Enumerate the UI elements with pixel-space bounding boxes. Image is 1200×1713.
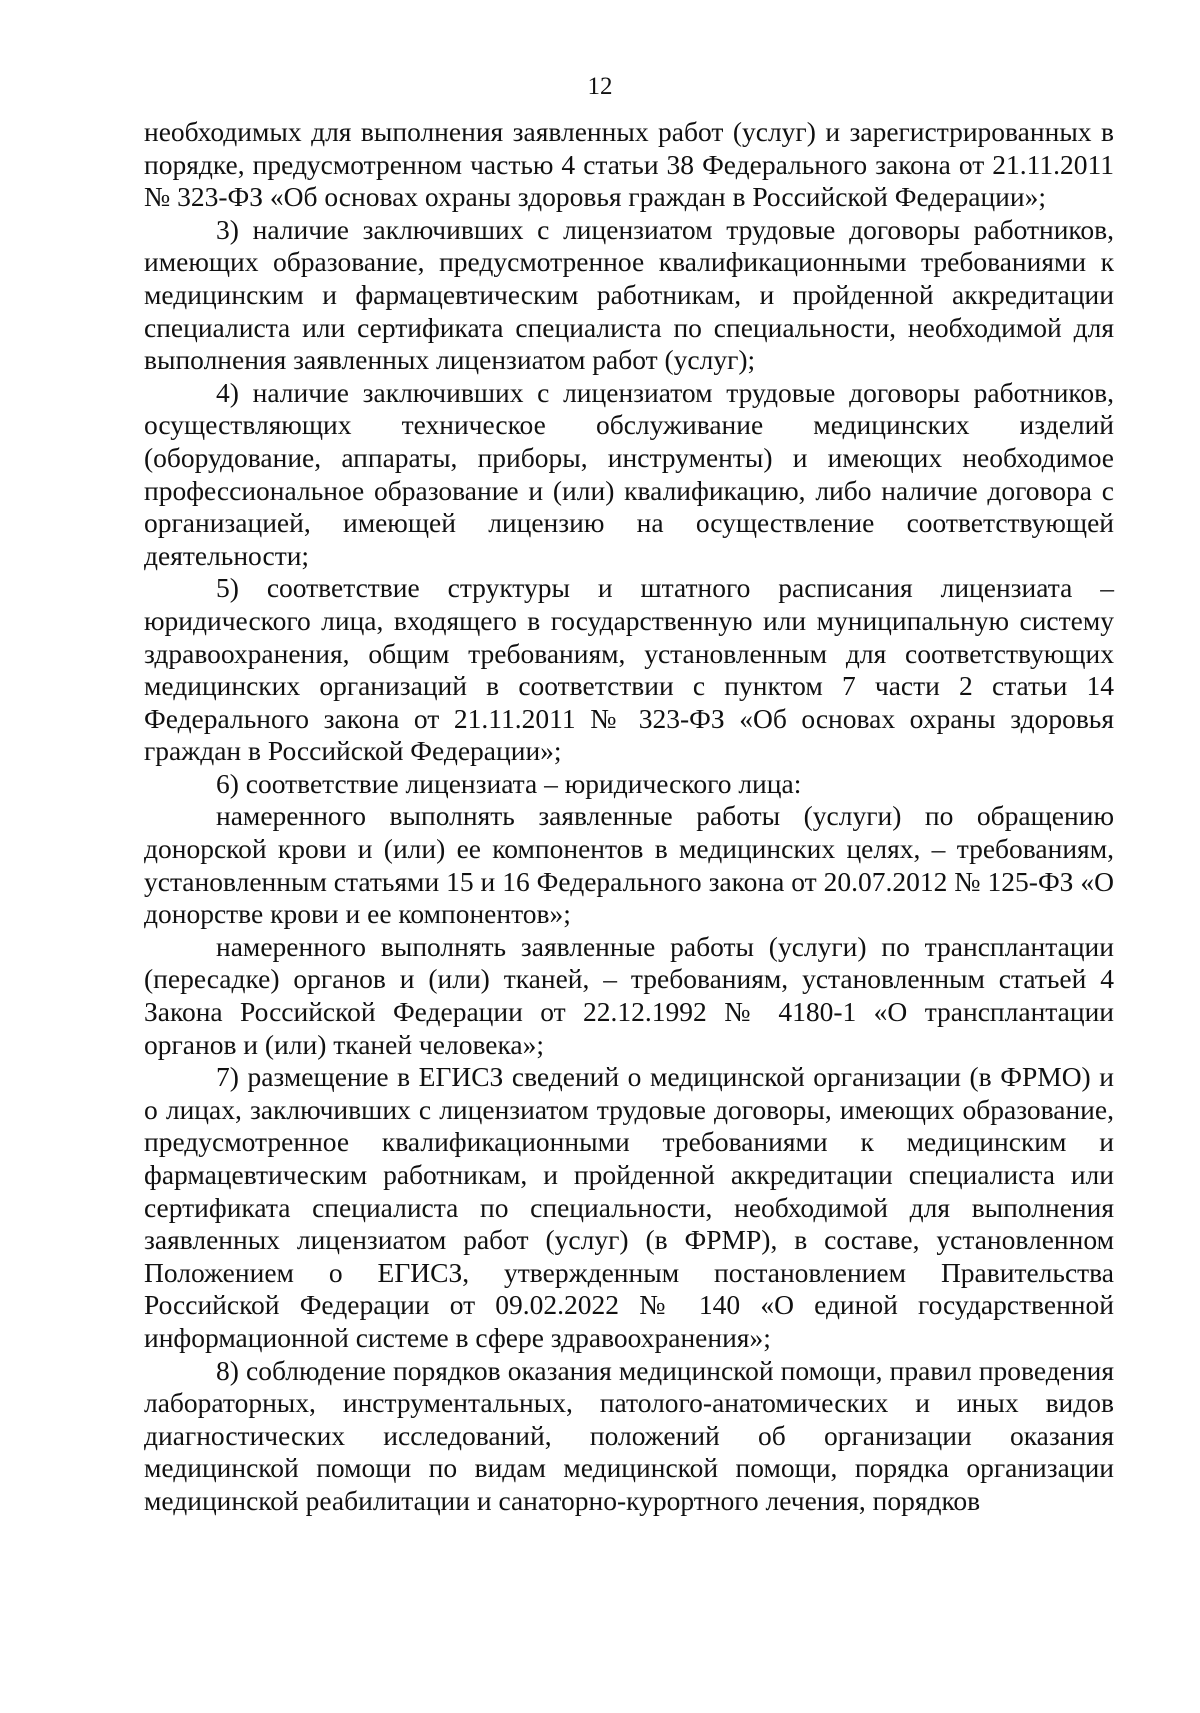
paragraph-item-4: 4) наличие заключивших с лицензиатом трудовые договоры работников, осуществляющих техническое обслуживание медицинских изделий (оборудование, аппараты, приборы, инструменты) и имеющих необходимое профессиональное образование и (или) квалификацию, либо наличие договора с организацией, имеющей лицензию на осуществление соответствующей деятельности;: [144, 376, 1114, 571]
paragraph-continuation: необходимых для выполнения заявленных работ (услуг) и зарегистрированных в порядке, предусмотренном частью 4 статьи 38 Федерального закона от 21.11.2011 № 323-ФЗ «Об основах охраны здоровья граждан в Российской Федерации»;: [144, 116, 1114, 213]
paragraph-item-6-blood: намеренного выполнять заявленные работы (услуги) по обращению донорской крови и (или) ее компонентов в медицинских целях, – требованиям, установленным статьями 15 и 16 Федерального закона от 20.07.2012 № 125-ФЗ «О донорстве крови и ее компонентов»;: [144, 800, 1114, 930]
paragraph-item-8: 8) соблюдение порядков оказания медицинской помощи, правил проведения лабораторных, инструментальных, патолого-анатомических и иных видов диагностических исследований, положений об организации оказания медицинской помощи по видам медицинской помощи, порядка организации медицинской реабилитации и санаторно-курортного лечения, порядков: [144, 1354, 1114, 1516]
paragraph-item-3: 3) наличие заключивших с лицензиатом трудовые договоры работников, имеющих образование, предусмотренное квалификационными требованиями к медицинским и фармацевтическим работникам, и пройденной аккредитации специалиста или сертификата специалиста по специальности, необходимой для выполнения заявленных лицензиатом работ (услуг);: [144, 213, 1114, 376]
paragraph-item-5: 5) соответствие структуры и штатного расписания лицензиата – юридического лица, входящего в государственную или муниципальную систему здравоохранения, общим требованиям, установленным для соответствующих медицинских организаций в соответствии с пунктом 7 части 2 статьи 14 Федерального закона от 21.11.2011 № 323-ФЗ «Об основах охраны здоровья граждан в Российской Федерации»;: [144, 572, 1114, 767]
paragraph-item-6-transplant: намеренного выполнять заявленные работы (услуги) по трансплантации (пересадке) органов и (или) тканей, – требованиям, установленным статьей 4 Закона Российской Федерации от 22.12.1992 № 4180-1 «О трансплантации органов и (или) тканей человека»;: [144, 930, 1114, 1060]
paragraph-item-6: 6) соответствие лицензиата – юридического лица:: [216, 767, 802, 799]
document-body: [144, 116, 1114, 1518]
paragraph-item-7: 7) размещение в ЕГИСЗ сведений о медицинской организации (в ФРМО) и о лицах, заключивших с лицензиатом трудовые договоры, имеющих образование, предусмотренное квалификационными требованиями к медицинским и фармацевтическим работникам, и пройденной аккредитации специалиста или сертификата специалиста по специальности, необходимой для выполнения заявленных лицензиатом работ (услуг) (в ФРМР), в составе, установленном Положением о ЕГИСЗ, утвержденным постановлением Правительства Российской Федерации от 09.02.2022 № 140 «О единой государственной информационной системе в сфере здравоохранения»;: [144, 1061, 1114, 1353]
page-number: 12: [587, 73, 613, 100]
